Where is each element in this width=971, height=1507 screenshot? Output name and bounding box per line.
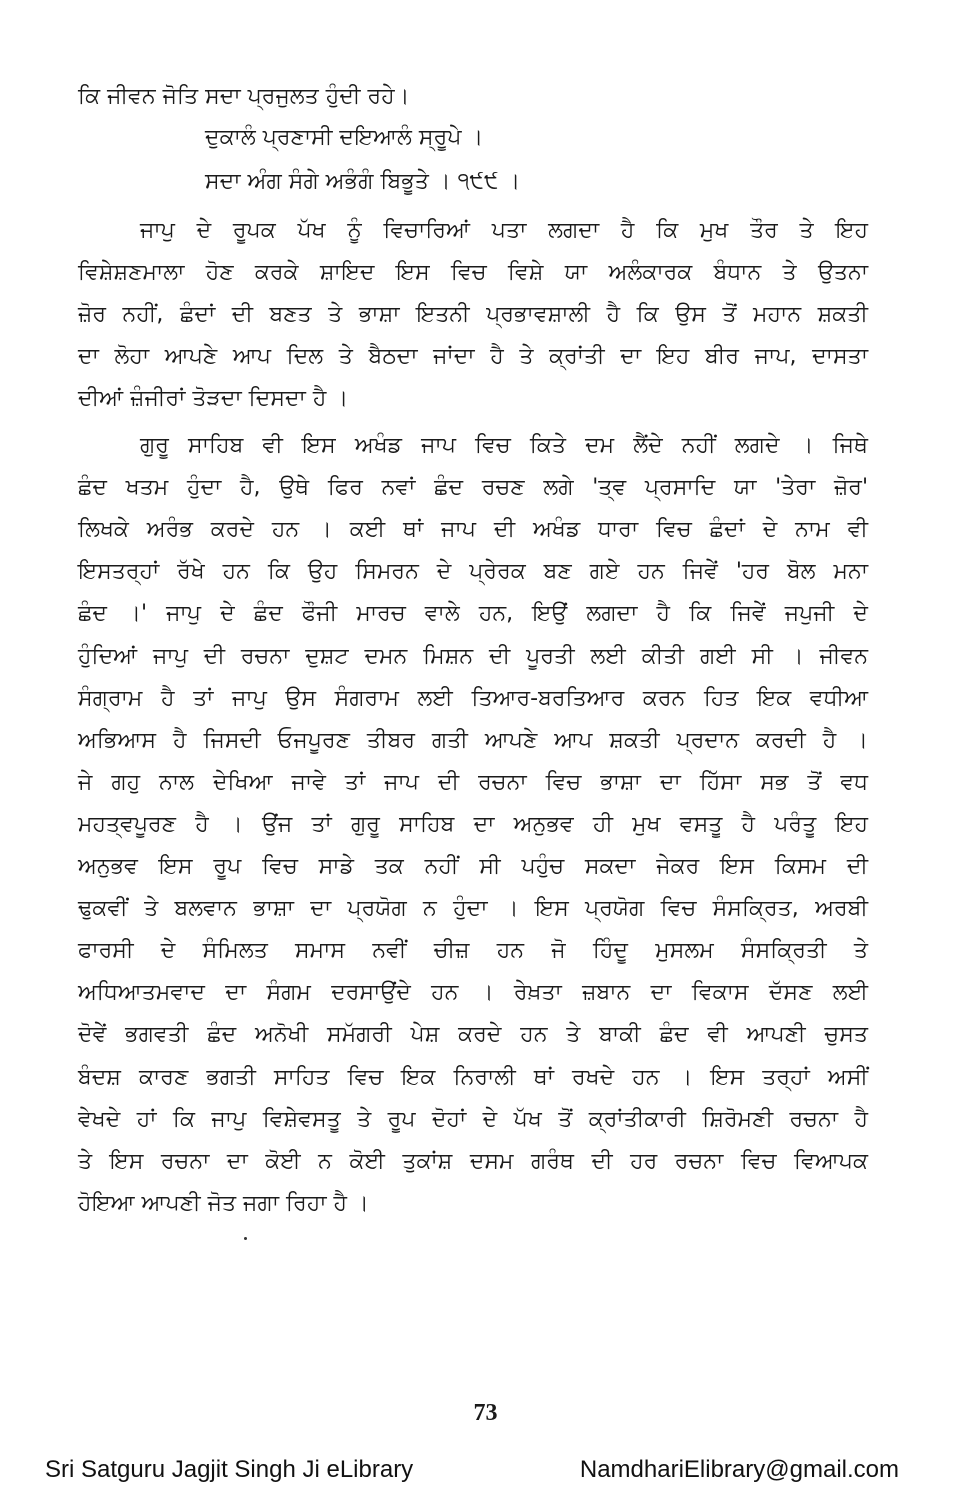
paragraph-line: ਜਾਪੁ ਦੇ ਰੂਪਕ ਪੱਖ ਨੂੰ ਵਿਚਾਰਿਆਂ ਪਤਾ ਲਗਦਾ ਹੈ ਕਿ ਮੁਖ ਤੌਰ ਤੇ ਇਹ bbox=[140, 218, 868, 243]
paragraph-line: ਜੇ ਗਹੁ ਨਾਲ ਦੇਖਿਆ ਜਾਵੇ ਤਾਂ ਜਾਪ ਦੀ ਰਚਨਾ ਵਿਚ ਭਾਸ਼ਾ ਦਾ ਹਿੱਸਾ ਸਭ ਤੋਂ ਵਧ bbox=[78, 770, 868, 795]
page-number: 73 bbox=[473, 1400, 498, 1426]
paragraph-line: ਮਹਤ੍ਵਪੂਰਣ ਹੈ । ਉਂਜ ਤਾਂ ਗੁਰੂ ਸਾਹਿਬ ਦਾ ਅਨੁਭਵ ਹੀ ਮੁਖ ਵਸਤੂ ਹੈ ਪਰੰਤੂ ਇਹ bbox=[78, 812, 868, 837]
verse-line: ਦੁਕਾਲੰ ਪ੍ਰਣਾਸੀ ਦਇਆਲੰ ਸ੍ਰੂਪੇ । bbox=[205, 125, 484, 150]
paragraph-line: ਫਾਰਸੀ ਦੇ ਸੰਮਿਲਤ ਸਮਾਸ ਨਵੀਂ ਚੀਜ਼ ਹਨ ਜੋ ਹਿੰਦੂ ਮੁਸਲਮ ਸੰਸਕ੍ਰਿਤੀ ਤੇ bbox=[78, 938, 868, 963]
paragraph-line: ਵੇਖਦੇ ਹਾਂ ਕਿ ਜਾਪੁ ਵਿਸ਼ੇਵਸਤੂ ਤੇ ਰੂਪ ਦੋਹਾਂ ਦੇ ਪੱਖ ਤੋਂ ਕ੍ਰਾਂਤੀਕਾਰੀ ਸ਼ਿਰੋਮਣੀ ਰਚਨਾ ਹੈ bbox=[78, 1107, 868, 1132]
paragraph-line: ਛੰਦ ਖਤਮ ਹੁੰਦਾ ਹੈ, ਉਥੇ ਫਿਰ ਨਵਾਂ ਛੰਦ ਰਚਣ ਲਗੇ 'ਤ੍ਵ ਪ੍ਰਸਾਦਿ ਯਾ 'ਤੇਰਾ ਜ਼ੋਰ' bbox=[78, 475, 868, 500]
paragraph-line: ਹੋਇਆ ਆਪਣੀ ਜੋਤ ਜਗਾ ਰਿਹਾ ਹੈ । bbox=[78, 1191, 369, 1216]
paragraph-line: ਲਿਖਕੇ ਅਰੰਭ ਕਰਦੇ ਹਨ । ਕਈ ਥਾਂ ਜਾਪ ਦੀ ਅਖੰਡ ਧਾਰਾ ਵਿਚ ਛੰਦਾਂ ਦੇ ਨਾਮ ਵੀ bbox=[78, 517, 868, 542]
footer-library-name: Sri Satguru Jagjit Singh Ji eLibrary bbox=[45, 1456, 414, 1483]
paragraph-line: ਤੇ ਇਸ ਰਚਨਾ ਦਾ ਕੋਈ ਨ ਕੋਈ ਤੁਕਾਂਸ਼ ਦਸਮ ਗਰੰਥ ਦੀ ਹਰ ਰਚਨਾ ਵਿਚ ਵਿਆਪਕ bbox=[78, 1149, 868, 1174]
paragraph-line: ਅਧਿਆਤਮਵਾਦ ਦਾ ਸੰਗਮ ਦਰਸਾਉਂਦੇ ਹਨ । ਰੇਖ਼ਤਾ ਜ਼ਬਾਨ ਦਾ ਵਿਕਾਸ ਦੱਸਣ ਲਈ bbox=[78, 980, 868, 1005]
paragraph-line: ਹੁੰਦਿਆਂ ਜਾਪੁ ਦੀ ਰਚਨਾ ਦੁਸ਼ਟ ਦਮਨ ਮਿਸ਼ਨ ਦੀ ਪੂਰਤੀ ਲਈ ਕੀਤੀ ਗਈ ਸੀ । ਜੀਵਨ bbox=[78, 644, 868, 669]
paragraph-line: ਜ਼ੋਰ ਨਹੀਂ, ਛੰਦਾਂ ਦੀ ਬਣਤ ਤੇ ਭਾਸ਼ਾ ਇਤਨੀ ਪ੍ਰਭਾਵਸ਼ਾਲੀ ਹੈ ਕਿ ਉਸ ਤੋਂ ਮਹਾਨ ਸ਼ਕਤੀ bbox=[78, 302, 868, 327]
paragraph-line: ਛੰਦ ।' ਜਾਪੁ ਦੇ ਛੰਦ ਫੌਜੀ ਮਾਰਚ ਵਾਲੇ ਹਨ, ਇਉਂ ਲਗਦਾ ਹੈ ਕਿ ਜਿਵੇਂ ਜਪੁਜੀ ਦੇ bbox=[78, 601, 868, 626]
footer-email[interactable]: NamdhariElibrary@gmail.com bbox=[579, 1456, 899, 1483]
paragraph-line: ਦੋਵੇਂ ਭਗਵਤੀ ਛੰਦ ਅਨੋਖੀ ਸਮੱਗਰੀ ਪੇਸ਼ ਕਰਦੇ ਹਨ ਤੇ ਬਾਕੀ ਛੰਦ ਵੀ ਆਪਣੀ ਚੁਸਤ bbox=[78, 1022, 868, 1047]
paragraph-line: ਵਿਸ਼ੇਸ਼ਣਮਾਲਾ ਹੋਣ ਕਰਕੇ ਸ਼ਾਇਦ ਇਸ ਵਿਚ ਵਿਸ਼ੇ ਯਾ ਅਲੰਕਾਰਕ ਬੰਧਾਨ ਤੇ ਉਤਨਾ bbox=[78, 260, 868, 285]
paragraph-line: ਦਾ ਲੋਹਾ ਆਪਣੇ ਆਪ ਦਿਲ ਤੇ ਬੈਠਦਾ ਜਾਂਦਾ ਹੈ ਤੇ ਕ੍ਰਾਂਤੀ ਦਾ ਇਹ ਬੀਰ ਜਾਪ, ਦਾਸਤਾ bbox=[78, 344, 868, 369]
ink-speck bbox=[244, 1237, 247, 1240]
paragraph-line: ਬੰਦਸ਼ ਕਾਰਣ ਭਗਤੀ ਸਾਹਿਤ ਵਿਚ ਇਕ ਨਿਰਾਲੀ ਥਾਂ ਰਖਦੇ ਹਨ । ਇਸ ਤਰ੍ਹਾਂ ਅਸੀਂ bbox=[78, 1065, 868, 1090]
paragraph-line: ਦੀਆਂ ਜ਼ੰਜੀਰਾਂ ਤੋੜਦਾ ਦਿਸਦਾ ਹੈ । bbox=[78, 386, 349, 411]
paragraph-line: ਸੰਗ੍ਰਾਮ ਹੈ ਤਾਂ ਜਾਪੁ ਉਸ ਸੰਗਰਾਮ ਲਈ ਤਿਆਰ-ਬਰਤਿਆਰ ਕਰਨ ਹਿਤ ਇਕ ਵਧੀਆ bbox=[78, 686, 868, 711]
paragraph-line: ਇਸਤਰ੍ਹਾਂ ਰੱਖੇ ਹਨ ਕਿ ਉਹ ਸਿਮਰਨ ਦੇ ਪ੍ਰੇਰਕ ਬਣ ਗਏ ਹਨ ਜਿਵੇਂ 'ਹਰ ਬੋਲ ਮਨਾ bbox=[78, 559, 868, 584]
paragraph-line: ਅਭਿਆਸ ਹੈ ਜਿਸਦੀ ਓਜਪੂਰਣ ਤੀਬਰ ਗਤੀ ਆਪਣੇ ਆਪ ਸ਼ਕਤੀ ਪ੍ਰਦਾਨ ਕਰਦੀ ਹੈ । bbox=[78, 728, 868, 753]
paragraph-line: ਢੁਕਵੀਂ ਤੇ ਬਲਵਾਨ ਭਾਸ਼ਾ ਦਾ ਪ੍ਰਯੋਗ ਨ ਹੁੰਦਾ । ਇਸ ਪ੍ਰਯੋਗ ਵਿਚ ਸੰਸਕ੍ਰਿਤ, ਅਰਬੀ bbox=[78, 896, 868, 921]
verse-line: ਕਿ ਜੀਵਨ ਜੋਤਿ ਸਦਾ ਪ੍ਰਜੁਲਤ ਹੁੰਦੀ ਰਹੇ। bbox=[78, 84, 410, 109]
verse-line: ਸਦਾ ਅੰਗ ਸੰਗੇ ਅਭੰਗੰ ਬਿਭੂਤੇ । ੧੯੯ । bbox=[205, 169, 521, 194]
paragraph-line: ਅਨੁਭਵ ਇਸ ਰੂਪ ਵਿਚ ਸਾਡੇ ਤਕ ਨਹੀਂ ਸੀ ਪਹੁੰਚ ਸਕਦਾ ਜੇਕਰ ਇਸ ਕਿਸਮ ਦੀ bbox=[78, 854, 868, 879]
paragraph-line: ਗੁਰੂ ਸਾਹਿਬ ਵੀ ਇਸ ਅਖੰਡ ਜਾਪ ਵਿਚ ਕਿਤੇ ਦਮ ਲੈਂਦੇ ਨਹੀਂ ਲਗਦੇ । ਜਿਥੇ bbox=[140, 433, 868, 458]
